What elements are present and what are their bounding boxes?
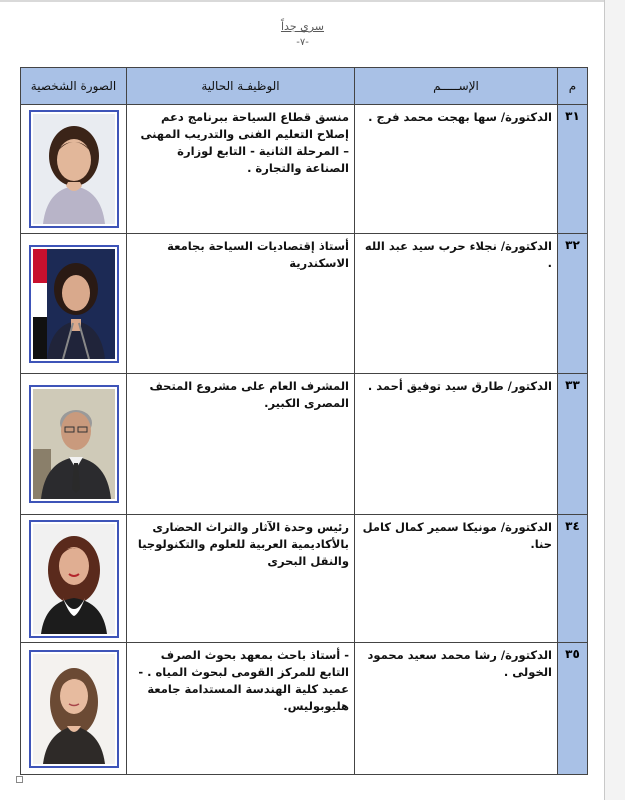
- photo-frame: [29, 520, 119, 638]
- table-row: [21, 374, 588, 515]
- photo-cell: [21, 234, 127, 374]
- classification-label: سري جداً: [280, 20, 325, 33]
- table-row: [21, 643, 588, 775]
- person-name: الدكتورة/ نجلاء حرب سيد عبد الله .: [355, 234, 558, 374]
- row-number: ٣٣: [558, 374, 588, 515]
- person-name: الدكتورة/ سها بهجت محمد فرج .: [355, 105, 558, 234]
- table-row: [21, 234, 588, 374]
- person-name: الدكتور/ طارق سيد توفيق أحمد .: [355, 374, 558, 515]
- photo-frame: [29, 385, 119, 503]
- photo-frame: [29, 245, 119, 363]
- photo-frame: [29, 110, 119, 228]
- current-position: رئيس وحدة الآثار والتراث الحضارى بالأكاديمية العربية للعلوم والتكنولوجيا والنقل البحرى: [127, 515, 355, 643]
- header-num: م: [558, 68, 588, 105]
- table-row: [21, 515, 588, 643]
- portrait-man-icon: [33, 389, 115, 499]
- current-position: - أستاذ باحث بمعهد بحوث الصرف التابع للمركز القومى لبحوث المياه . - عميد كلية الهندسة المستدامة جامعة هليوبوليس.: [127, 643, 355, 775]
- row-number: ٣٥: [558, 643, 588, 775]
- current-position: أستاذ إقتصاديات السياحة بجامعة الاسكندرية: [127, 234, 355, 374]
- current-position: المشرف العام على مشروع المتحف المصرى الكبير.: [127, 374, 355, 515]
- person-name: الدكتورة/ مونيكا سمير كمال كامل حنا.: [355, 515, 558, 643]
- photo-cell: [21, 105, 127, 234]
- portrait-woman-icon: [33, 114, 115, 224]
- header-job: الوظيفـة الحالية: [127, 68, 355, 105]
- portrait-woman-icon: [33, 524, 115, 634]
- header-name: الإســـــم: [355, 68, 558, 105]
- photo-cell: [21, 374, 127, 515]
- row-number: ٣٢: [558, 234, 588, 374]
- table-row: [21, 105, 588, 234]
- row-number: ٣١: [558, 105, 588, 234]
- portrait-woman-podium-icon: [33, 249, 115, 359]
- corner-marker: [16, 776, 23, 783]
- photo-cell: [21, 515, 127, 643]
- page-margin: [605, 0, 625, 800]
- roster-table: [20, 67, 588, 775]
- header-photo: الصورة الشخصية: [21, 68, 127, 105]
- row-number: ٣٤: [558, 515, 588, 643]
- page-edge: [0, 0, 605, 2]
- table-header-row: [21, 68, 588, 105]
- person-name: الدكتورة/ رشا محمد سعيد محمود الخولى .: [355, 643, 558, 775]
- page-number: -٧-: [296, 37, 309, 48]
- portrait-woman-icon: [33, 654, 115, 764]
- photo-cell: [21, 643, 127, 775]
- current-position: منسق قطاع السياحة ببرنامج دعم إصلاح التعليم الفنى والتدريب المهنى – المرحلة الثانية - التابع لوزارة الصناعة والتجارة .: [127, 105, 355, 234]
- photo-frame: [29, 650, 119, 768]
